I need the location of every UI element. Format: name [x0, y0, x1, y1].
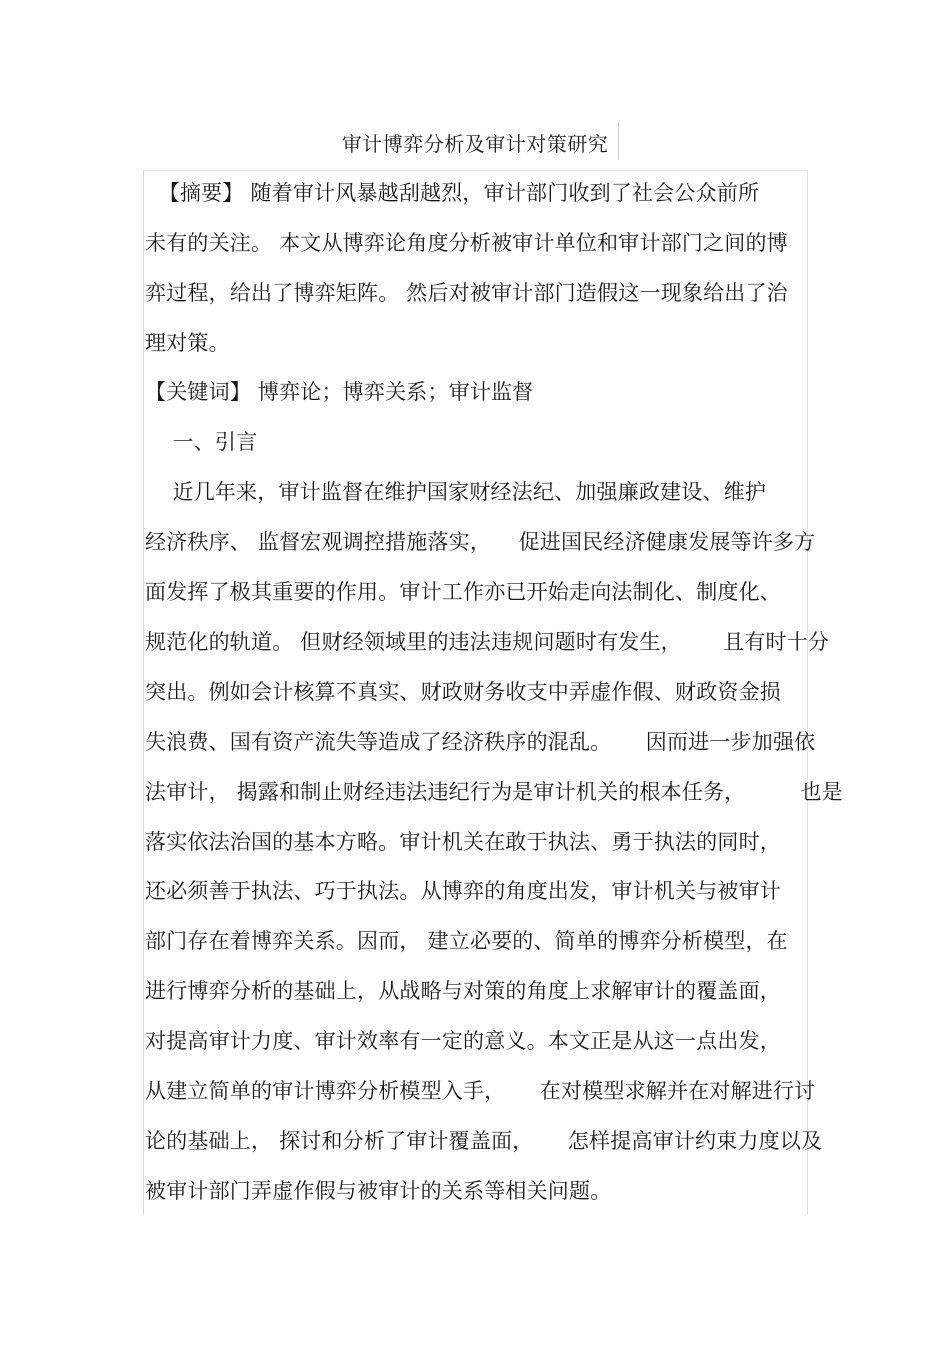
abstract-line: 理对策。 [145, 331, 230, 355]
body-line: 进行博弈分析的基础上，从战略与对策的角度上求解审计的覆盖面， [145, 979, 781, 1003]
scan-frame-top [143, 170, 808, 171]
body-line: 经济秩序、 监督宏观调控措施落实， 促进国民经济健康发展等许多方 [145, 530, 816, 554]
body-line: 从建立简单的审计博弈分析模型入手， 在对模型求解并在对解进行讨 [145, 1079, 816, 1103]
body-line: 法审计， 揭露和制止财经违法违纪行为是审计机关的根本任务， 也是 [145, 780, 843, 804]
body-line: 部门存在着博弈关系。因而， 建立必要的、简单的博弈分析模型，在 [145, 929, 788, 953]
body-line: 面发挥了极其重要的作用。审计工作亦已开始走向法制化、制度化、 [145, 580, 781, 604]
body-line: 落实依法治国的基本方略。审计机关在敢于执法、勇于执法的同时， [145, 830, 781, 854]
body-line: 还必须善于执法、巧于执法。从博弈的角度出发，审计机关与被审计 [145, 879, 781, 903]
document-title: 审计博弈分析及审计对策研究 [341, 132, 609, 156]
body-line: 失浪费、国有资产流失等造成了经济秩序的混乱。 因而进一步加强依 [145, 730, 816, 754]
section-heading: 一、引言 [145, 430, 258, 454]
body-line: 规范化的轨道。 但财经领域里的违法违规问题时有发生， 且有时十分 [145, 630, 830, 654]
body-line: 对提高审计力度、审计效率有一定的意义。本文正是从这一点出发， [145, 1029, 781, 1053]
body-line: 近几年来，审计监督在维护国家财经法纪、加强廉政建设、维护 [145, 480, 767, 504]
body-line: 论的基础上， 探讨和分析了审计覆盖面， 怎样提高审计约束力度以及 [145, 1129, 823, 1153]
scan-frame-right [807, 170, 808, 1215]
body-line: 突出。例如会计核算不真实、财政财务收支中弄虚作假、财政资金损 [145, 680, 781, 704]
scan-frame-left [143, 170, 144, 1215]
abstract-line: 未有的关注。 本文从博弈论角度分析被审计单位和审计部门之间的博 [145, 231, 788, 255]
body-line: 被审计部门弄虚作假与被审计的关系等相关问题。 [145, 1179, 612, 1203]
abstract-line: 【摘要】 随着审计风暴越刮越烈，审计部门收到了社会公众前所 [145, 181, 760, 205]
abstract-line: 弈过程，给出了博弈矩阵。 然后对被审计部门造假这一现象给出了治 [145, 281, 788, 305]
keywords-line: 【关键词】 博弈论；博弈关系；审计监督 [145, 380, 534, 404]
